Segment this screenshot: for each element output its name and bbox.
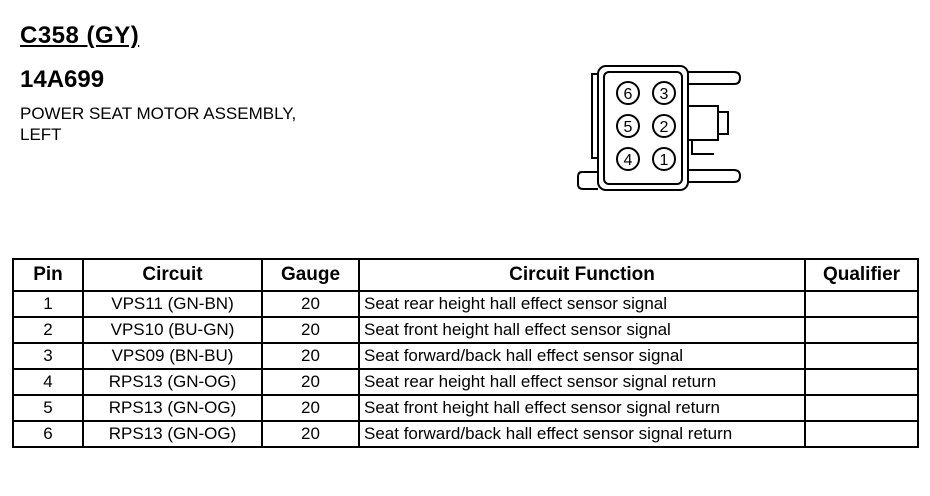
cell-function: Seat rear height hall effect sensor signal return	[359, 369, 805, 395]
top-right-rail	[688, 72, 740, 84]
cell-gauge: 20	[262, 317, 359, 343]
part-number: 14A699	[20, 66, 105, 93]
cell-qualifier	[805, 421, 918, 447]
header-pin: Pin	[13, 259, 83, 291]
cell-circuit: RPS13 (GN-OG)	[83, 369, 262, 395]
cell-pin: 3	[13, 343, 83, 369]
cell-pin: 2	[13, 317, 83, 343]
cell-gauge: 20	[262, 291, 359, 317]
cell-circuit: RPS13 (GN-OG)	[83, 395, 262, 421]
cell-qualifier	[805, 317, 918, 343]
latch-guide	[692, 140, 714, 154]
description-line-1: POWER SEAT MOTOR ASSEMBLY,	[20, 104, 297, 123]
locking-latch	[718, 112, 728, 134]
bottom-right-rail	[688, 170, 740, 182]
cell-gauge: 20	[262, 395, 359, 421]
cell-pin: 5	[13, 395, 83, 421]
header-qualifier: Qualifier	[805, 259, 918, 291]
cell-qualifier	[805, 343, 918, 369]
pin-label-3: 3	[659, 86, 669, 103]
cell-function: Seat front height hall effect sensor signal	[359, 317, 805, 343]
cell-gauge: 20	[262, 369, 359, 395]
table-row	[13, 369, 918, 395]
cell-circuit: VPS09 (BN-BU)	[83, 343, 262, 369]
cell-pin: 4	[13, 369, 83, 395]
pin-label-4: 4	[623, 152, 633, 169]
description-line-2: LEFT	[20, 125, 62, 144]
cell-function: Seat rear height hall effect sensor signal	[359, 291, 805, 317]
pin-label-1: 1	[659, 152, 669, 169]
table-row	[13, 343, 918, 369]
table-row	[13, 317, 918, 343]
pinout-table	[12, 258, 919, 448]
table-header-row	[13, 259, 918, 291]
connector-id: C358 (GY)	[20, 22, 140, 49]
pin-label-6: 6	[623, 86, 633, 103]
cell-circuit: VPS10 (BU-GN)	[83, 317, 262, 343]
cell-gauge: 20	[262, 343, 359, 369]
cell-function: Seat front height hall effect sensor signal return	[359, 395, 805, 421]
header-circuit-function: Circuit Function	[359, 259, 805, 291]
connector-description	[20, 103, 296, 145]
cell-function: Seat forward/back hall effect sensor signal return	[359, 421, 805, 447]
cell-function: Seat forward/back hall effect sensor signal	[359, 343, 805, 369]
pin-label-2: 2	[659, 119, 669, 136]
cell-qualifier	[805, 369, 918, 395]
table-row	[13, 291, 918, 317]
cell-circuit: VPS11 (GN-BN)	[83, 291, 262, 317]
header-circuit: Circuit	[83, 259, 262, 291]
cell-pin: 6	[13, 421, 83, 447]
cell-pin: 1	[13, 291, 83, 317]
locking-tab	[688, 106, 718, 140]
table-row	[13, 395, 918, 421]
cell-qualifier	[805, 395, 918, 421]
cell-circuit: RPS13 (GN-OG)	[83, 421, 262, 447]
left-tab	[578, 172, 598, 189]
pin-label-5: 5	[623, 119, 633, 136]
cell-gauge: 20	[262, 421, 359, 447]
header-gauge: Gauge	[262, 259, 359, 291]
connector-face-diagram	[574, 62, 754, 194]
table-row	[13, 421, 918, 447]
cell-qualifier	[805, 291, 918, 317]
